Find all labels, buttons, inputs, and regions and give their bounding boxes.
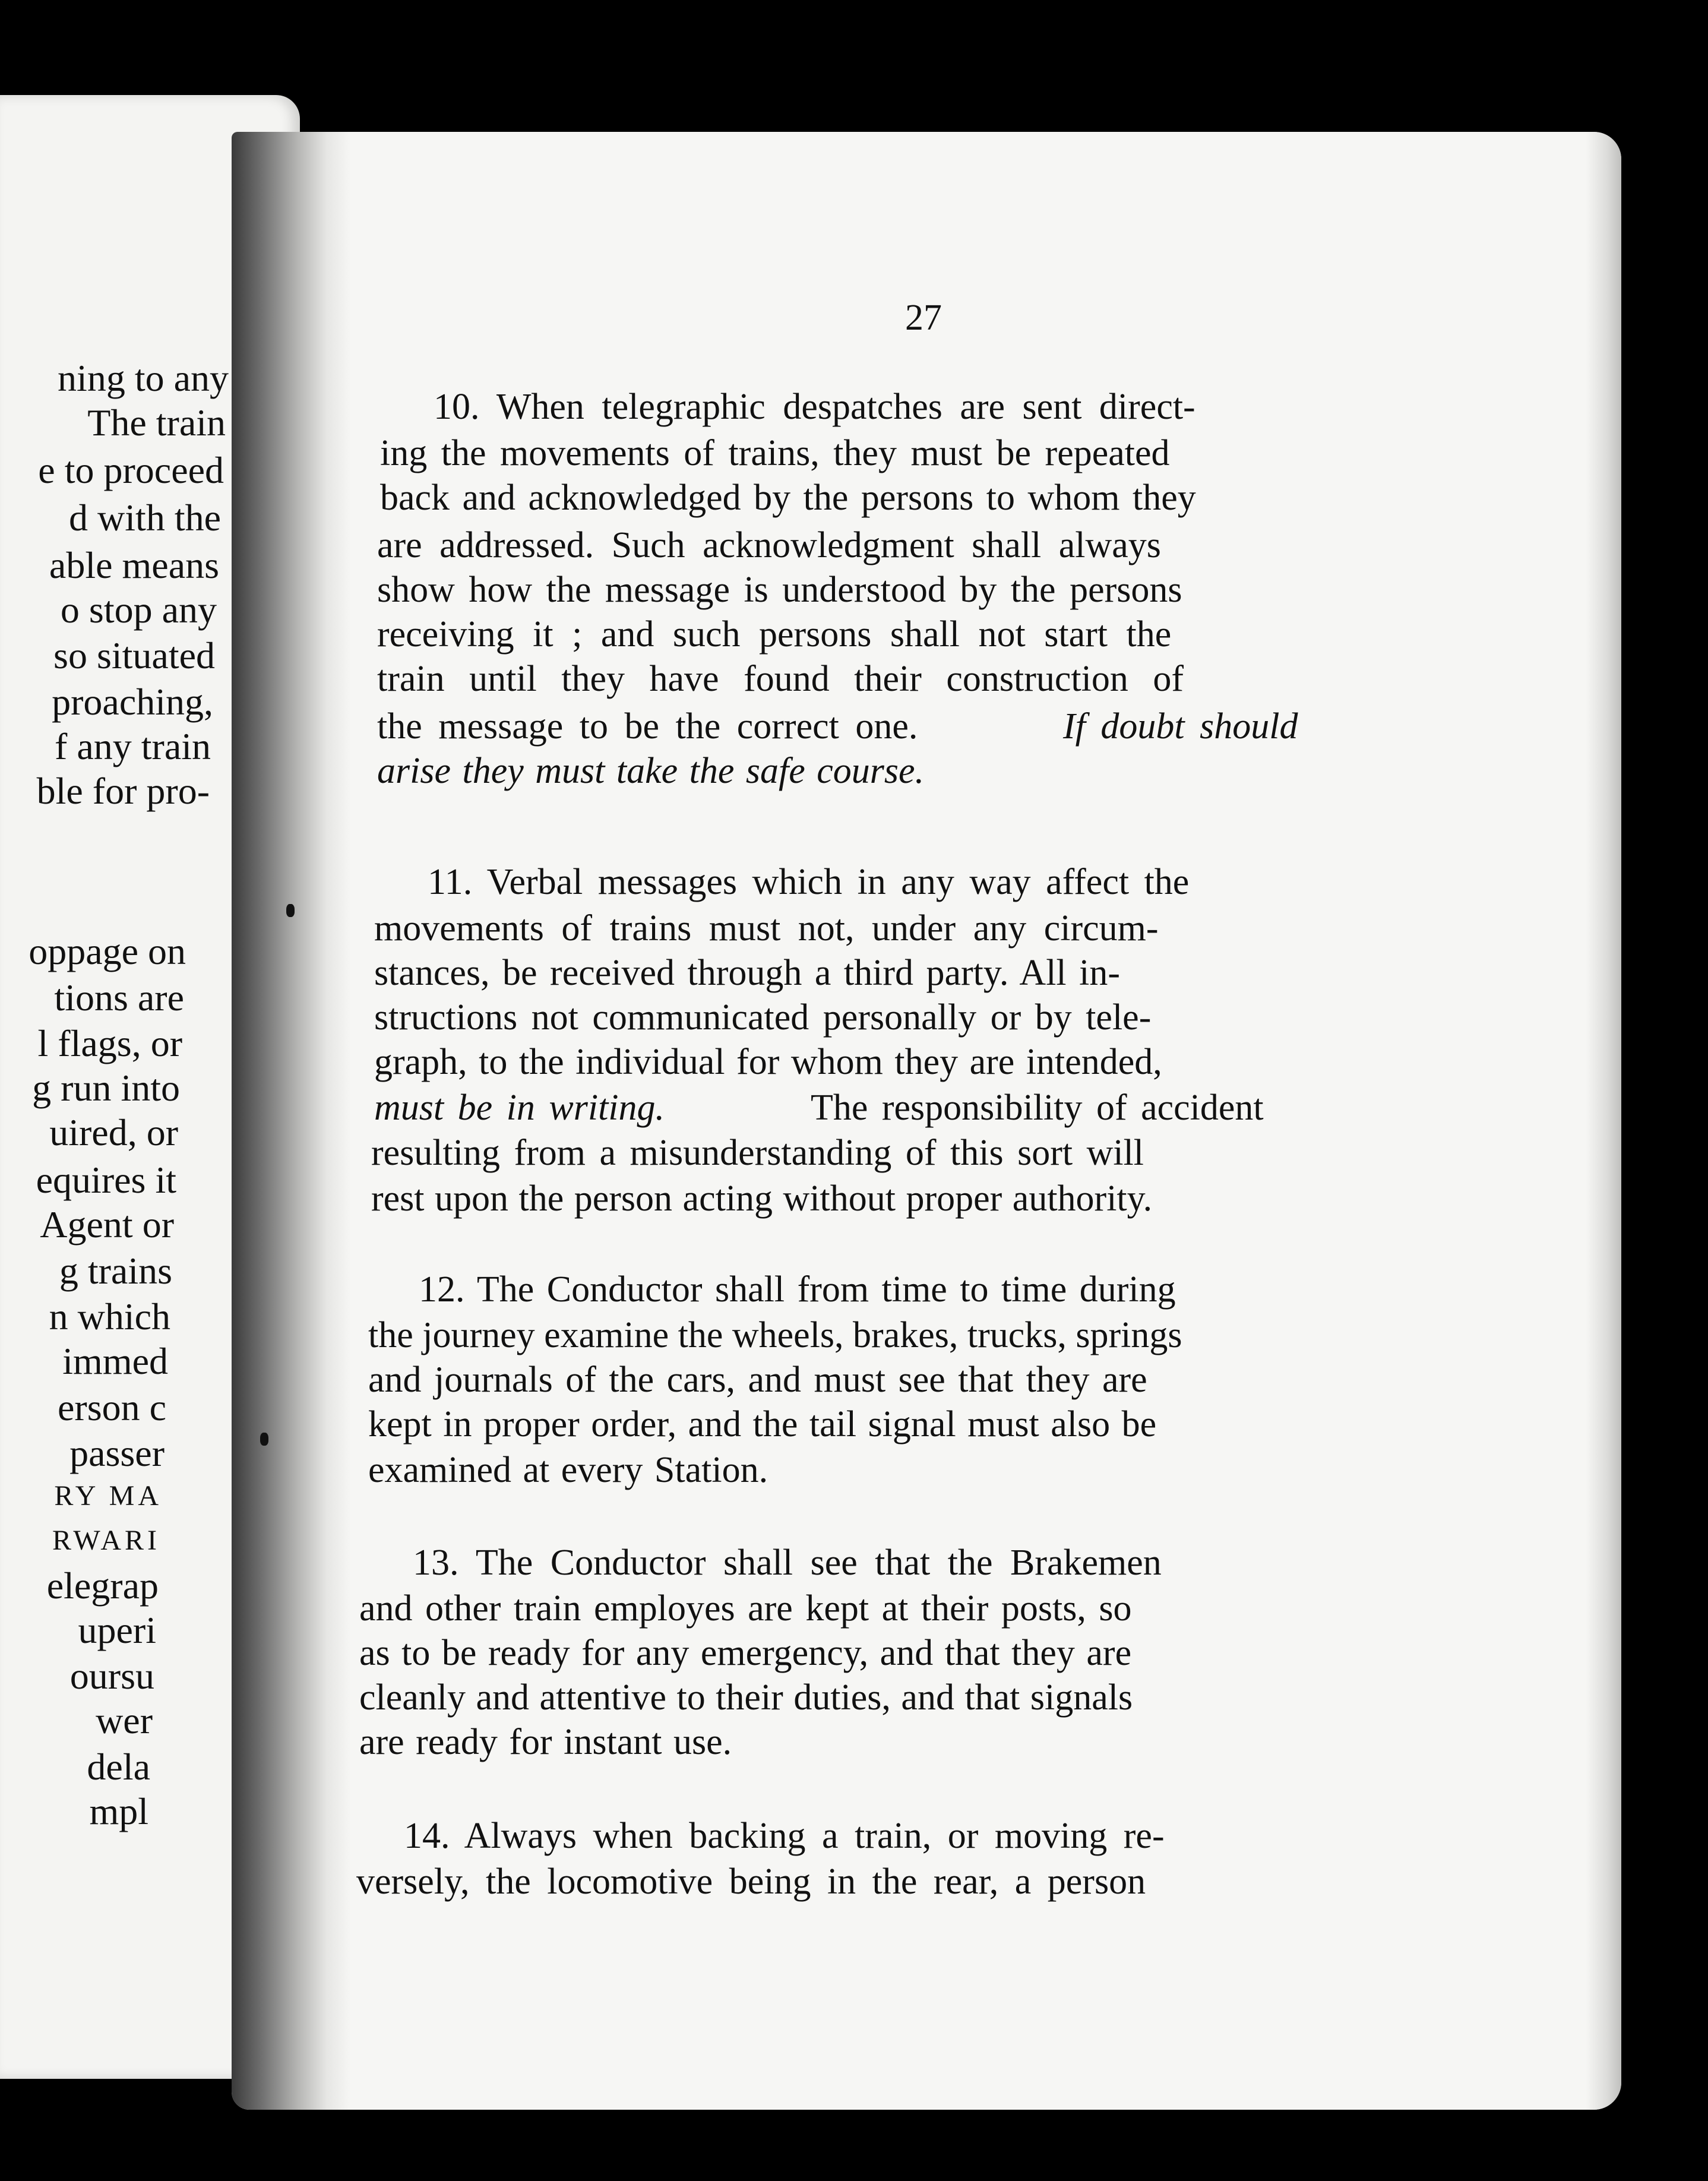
left-page-line: tions are: [54, 976, 184, 1019]
left-page-line: RY MA: [54, 1480, 162, 1512]
left-page-line: f any train: [55, 725, 211, 767]
paragraph-line-italic: arise they must take the safe course.: [377, 751, 925, 791]
paragraph-line: stances, be received through a third party. All in-: [374, 953, 1121, 993]
paragraph-line: movements of trains must not, under any circum-: [374, 908, 1159, 949]
paragraph-line: graph, to the individual for whom they are intended,: [374, 1042, 1162, 1082]
page-gutter-shadow: [232, 132, 350, 2110]
paragraph-line: the journey examine the wheels, brakes, trucks, springs: [368, 1315, 1182, 1355]
left-page-line: ning to any: [58, 357, 229, 399]
left-page-line: g run into: [32, 1067, 180, 1109]
paragraph-line: The responsibility of accident: [811, 1088, 1264, 1128]
book-page: [232, 132, 1621, 2110]
paragraph-line: 12. The Conductor shall from time to time during: [419, 1269, 1176, 1310]
left-page-line: uperi: [78, 1609, 156, 1651]
left-page-line: d with the: [69, 497, 221, 539]
page-number: 27: [905, 298, 942, 338]
paragraph-line: 10. When telegraphic despatches are sent direct-: [434, 387, 1195, 427]
left-page-line: uired, or: [49, 1111, 178, 1153]
paragraph-line: kept in proper order, and the tail signal must also be: [368, 1404, 1157, 1444]
paragraph-line: show how the message is understood by the persons: [377, 570, 1182, 610]
left-page-line: proaching,: [52, 681, 213, 723]
binding-mark: [260, 1433, 268, 1446]
page-edge-shadow: [1586, 132, 1621, 2110]
paragraph-line: the message to be the correct one.: [377, 706, 918, 747]
paragraph-line: 14. Always when backing a train, or moving re-: [404, 1816, 1165, 1856]
left-page-line: g trains: [59, 1250, 172, 1292]
left-page-line: erson c: [57, 1386, 166, 1428]
paragraph-line: train until they have found their construction of: [377, 659, 1184, 699]
paragraph-line: examined at every Station.: [368, 1450, 768, 1490]
paragraph-line: and journals of the cars, and must see that they are: [368, 1360, 1147, 1400]
left-page-line: n which: [49, 1295, 170, 1338]
left-page-line: oursu: [69, 1655, 154, 1697]
left-page-line: l flags, or: [37, 1022, 182, 1064]
left-page-line: immed: [62, 1340, 168, 1382]
paragraph-line: as to be ready for any emergency, and that they are: [359, 1633, 1132, 1673]
paragraph-line: resulting from a misunderstanding of this sort will: [371, 1133, 1144, 1173]
paragraph-line: are addressed. Such acknowledgment shall always: [377, 525, 1161, 565]
left-page-line: mpl: [89, 1790, 148, 1832]
left-page-line: able means: [49, 544, 219, 586]
paragraph-line: back and acknowledged by the persons to whom they: [380, 478, 1196, 518]
paragraph-line: 13. The Conductor shall see that the Brakemen: [413, 1542, 1162, 1583]
binding-mark: [286, 904, 295, 917]
left-page-line: e to proceed: [38, 449, 224, 491]
paragraph-line-italic: must be in writing.: [374, 1088, 665, 1128]
paragraph-line: structions not communicated personally or by tele-: [374, 997, 1152, 1038]
paragraph-line-italic: If doubt should: [1063, 706, 1298, 747]
paragraph-line: 11. Verbal messages which in any way affect the: [428, 862, 1190, 902]
paragraph-line: are ready for instant use.: [359, 1722, 732, 1762]
left-page-line: o stop any: [60, 589, 217, 631]
left-page-line: elegrap: [46, 1564, 159, 1607]
paragraph-line: receiving it ; and such persons shall not start the: [377, 614, 1172, 655]
paragraph-line: rest upon the person acting without proper authority.: [371, 1178, 1153, 1219]
left-page-line: Agent or: [40, 1203, 174, 1246]
left-page-line: so situated: [53, 634, 215, 677]
left-page-line: passer: [69, 1432, 165, 1474]
paragraph-line: versely, the locomotive being in the rear, a person: [356, 1861, 1146, 1902]
paragraph-line: cleanly and attentive to their duties, and that signals: [359, 1677, 1133, 1718]
left-page-line: equires it: [36, 1159, 176, 1201]
left-page-line: dela: [87, 1746, 150, 1788]
left-page-line: wer: [96, 1699, 153, 1741]
paragraph-line: and other train employes are kept at their posts, so: [359, 1588, 1132, 1629]
paragraph-line: ing the movements of trains, they must be repeated: [380, 433, 1170, 473]
left-page-line: The train: [87, 402, 226, 444]
left-page-line: oppage on: [29, 930, 186, 972]
left-page-line: ble for pro-: [36, 770, 210, 812]
left-page-line: RWARI: [52, 1525, 160, 1556]
